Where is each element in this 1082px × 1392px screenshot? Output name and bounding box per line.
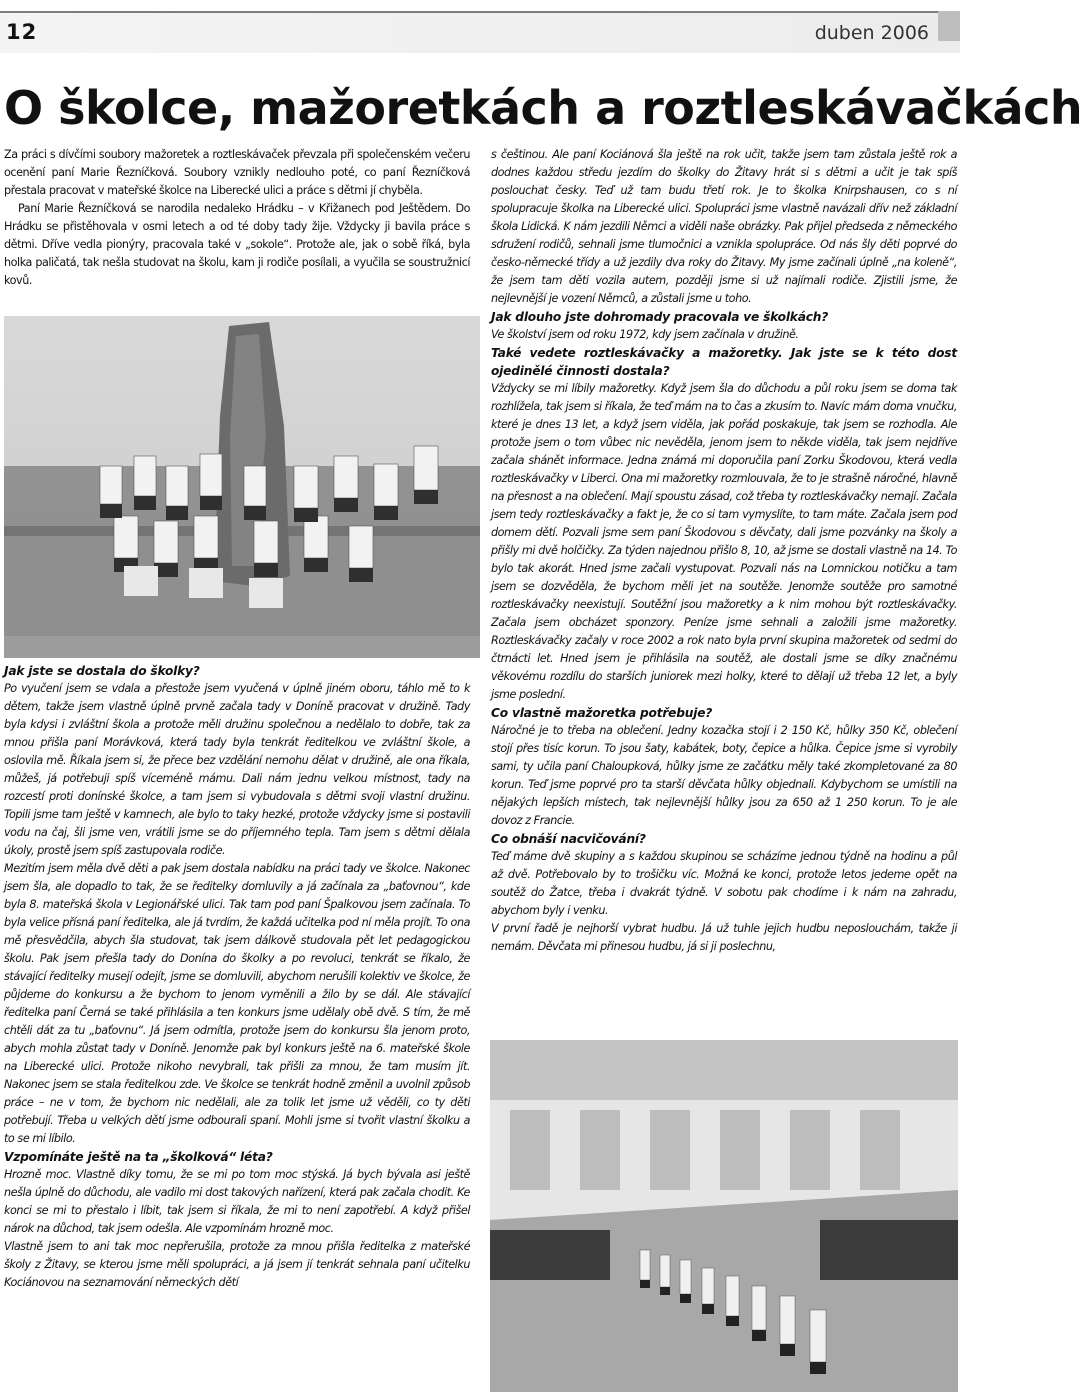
issue-date: duben 2006 — [814, 22, 929, 44]
question-4: Také vedete roztleskávačky a mažoretky. Jak jste se k této dost ojedinělé činnosti dostala? — [491, 346, 957, 378]
left-interview — [4, 662, 470, 1292]
answer-1: Po vyučení jsem se vdala a přestože jsem vyučená v úplně jiném oboru, táhlo mě to k dětem, takže jsem vlastně úplně prvně začala tady v Doníně pracovat v družině. Tady byla kdysi i zvláštní škola a protože měli družinu společnou a nedělalo to dobře, tak za mnou přišla paní Morávková, která tady byla tenkrát ředitelkou ve zvláštní škole, a oslovila mě. Říkala jsem si, že přece bez vzdělání nemohu dělat v družině, ale ona říkala, můžeš, já potřebuji spíš víceméně mámu. Dali nám jednu velkou místnost, tady na rozcestí proti donínské školce, a tam jsem si vybudovala s dětmi svoji vlastní družinu. Topili jsme tam ještě v kamnech, ale bylo to taky hezké, protože vždycky jsme si postavili vodu na čaj, šli jsme ven, vrátili jsme se do příjemného tepla. Tam jsem s dětmi dělala úkoly, prostě jsem spíš zastupovala rodiče. — [4, 682, 470, 857]
right-paragraph-1: s češtinou. Ale paní Kociánová šla ještě na rok učit, takže jsem tam zůstala ještě rok a dodnes každou středu jezdím do školky do Žitavy hrát si s dětmi a učit je tak spíš poslouchat česky. Teď už tam budu třetí rok. Je to školka Knirpshausen, co s ní spolupracuje školka na Liberecké ulici. Spolupráci jsme vlastně navázali dřív než základní škola Lidická. K nám jezdili Němci a viděli naše obrázky. Pak přijel předseda z německého sdružení rodičů, sehnali jsme tlumočnici a vznikla spolupráce. Od nás šly děti poprvé do česko-německé třídy a už jezdily dva roky do Žitavy. My jsme začínali úplně „na koleně“, že jsem tam děti vozila autem, později jsme si už najímali rodiče. Zjistili jsme, že nejlevnější je vození Němců, a zůstali jsme u toho. — [491, 148, 957, 305]
answer-6b: V první řadě je nejhorší vybrat hudbu. Já už tuhle jejich hudbu neposlouchám, takže ji nemám. Děvčata mi přinesou hudbu, já si ji poslechnu, — [491, 922, 957, 953]
answer-2b: Vlastně jsem to ani tak moc nepřerušila, protože za mnou přišla ředitelka z mateřské školy z Žitavy, se kterou jsme měli spolupráci, a já jsem jí tenkrát sehnala paní učitelku Kociánovou na seznamování německých dětí — [4, 1240, 470, 1289]
question-6: Co obnáší nacvičování? — [491, 832, 646, 846]
question-2: Vzpomínáte ještě na ta „školková“ léta? — [4, 1150, 273, 1164]
answer-6: Teď máme dvě skupiny a s každou skupinou se scházíme jednou týdně na hodinu a půl až dvě. Potřebovalo by to trošičku víc. Možná ke konci, protože letos jedeme opět na soutěž do Žatce, třeba i dvakrát týdně. V sobotu pak chodíme i k nám na zahradu, abychom byly i venku. — [491, 850, 957, 917]
question-5: Co vlastně mažoretka potřebuje? — [491, 706, 713, 720]
answer-3: Ve školství jsem od roku 1972, kdy jsem začínala v družině. — [491, 328, 799, 341]
question-3: Jak dlouho jste dohromady pracovala ve školkách? — [491, 310, 829, 324]
group-photo — [4, 316, 480, 658]
left-intro — [4, 146, 470, 290]
answer-1b: Mezitím jsem měla dvě děti a pak jsem dostala nabídku na práci tady ve školce. Nakonec jsem šla, ale dopadlo to tak, že se ředitelky domluvily a já začínala za „baťovnou“, kde byla 8. mateřská škola v Legionářské ulici. Tak tam pod paní Špalkovou jsem začínala. To byla velice přísná paní ředitelka, ale já tvrdím, že každá učitelka pod ní měla projít. To ona mě přesvědčila, abych šla studovat, tak jsem dálkově studovala pět let pedagogickou školu. Pak jsem přešla tady do Donína do školky a po revoluci, tenkrát se říkalo, že stávající ředitelky musejí odejít, jsme se domluvili, abychom nerušili kolektiv ve školce, že půjdeme do konkursu a že bychom to jenom vyměnili a žilo by se dál. Ale stávající ředitelka paní Černá se také přihlásila a ten konkurs jsme udělaly obě dvě. S tím, že mě chtěli dát za tu „baťovnu“. Já jsem odmítla, protože jsem do konkursu šla jenom proto, abych mohla zůstat tady v Doníně. Jenomže pak byl konkurs ještě na 6. mateřské škole na Liberecké ulici. Protože nikoho nevybrali, tak přišli za mnou, že tam musím jít. Nakonec jsem se stala ředitelkou zde. Ve školce se tenkrát hodně změnil a uvolnil způsob práce – ne v tom, že bychom nic nedělali, ale za tolik let jsme už věděli, co ty děti potřebují. Třeba u velkých dětí jsme odbourali spaní. Mohli jsme si tvořit vlastní školku a to se mi líbilo. — [4, 862, 470, 1145]
intro-paragraph-2: Paní Marie Řezníčková se narodila nedaleko Hrádku – v Křižanech pod Ještědem. Do Hrádku se přistěhovala v osmi letech a od té doby tady žije. Vždycky ji bavila práce s dětmi. Dříve vedla pionýry, pracovala také v „sokole“. Protože ale, jak o sobě říká, byla holka paličatá, tak nešla studovat na školu, kam ji rodiče posílali, a vyučila se soustružnicí kovů. — [4, 202, 470, 287]
group-photo-image — [4, 316, 480, 658]
answer-2: Hrozně moc. Vlastně díky tomu, že se mi po tom moc stýská. Já bych bývala asi ještě nešla úplně do důchodu, ale vadilo mi dost takových nařízení, která pak začala chodit. Ke konci se mi to přestalo i líbit, tak jsem si říkala, že mi to není zapotřebí. A když přišel nárok na důchod, tak jsem odešla. Ale vzpomínám hrozně moc. — [4, 1168, 470, 1235]
page-number: 12 — [6, 20, 38, 44]
hall-photo-image — [490, 1040, 958, 1392]
question-1: Jak jste se dostala do školky? — [4, 664, 200, 678]
hall-photo — [490, 1040, 958, 1392]
intro-paragraph-1: Za práci s dívčími soubory mažoretek a roztleskávaček převzala při společenském večeru ocenění paní Marie Řezníčková. Soubory vznikly nedlouho poté, co paní Řezníčková přestala pracovat v mateřské školce na Liberecké ulici a práce s dětmi jí chyběla. — [4, 148, 470, 197]
answer-5: Náročné je to třeba na oblečení. Jedny kozačka stojí i 2 150 Kč, hůlky 350 Kč, oblečení stojí přes tisíc korun. To jsou šaty, kabátek, boty, čepice a hůlka. Čepice jsme si vyrobily sami, ty učila paní Chaloupková, hůlky jsme ze začátku měly také zkompletované za 80 korun. Teď jsme poprvé pro ta starší děvčata hůlky objednali. Kdybychom se umístili na nějakých lepších místech, tak nejlevnější hůlky jsou za 650 až 1 250 korun. To je ale dovoz z Francie. — [491, 724, 957, 827]
answer-4: Vždycky se mi líbily mažoretky. Když jsem šla do důchodu a půl roku jsem se doma tak rozhlížela, tak jsem si říkala, že teď mám na to čas a zkusím to. Navíc mám doma vnučku, které je dnes 13 let, a když jsem viděla, jak pořád poskakuje, tak jsem se rozhodla. Ale protože jsem o tom vůbec nic nevěděla, jenom jsem to někde viděla, tak jsem nejdříve začala shánět informace. Jedna známá mi doporučila paní Zorku Škodovou, která vedla roztleskávačky v Liberci. Ona mi mažoretky rozmlouvala, že to je strašně náročné, hlavně na přesnost a na oblečení. Mají spoustu zásad, což třeba ty roztleskávačky nemají. Začala jsem tedy roztleskávačky a fakt je, že co si tam vymyslíte, to tam máte. Začala jsem pod domem dětí. Pozvali jsme sem paní Škodovou s děvčaty, dali jsme pozvánky na školy a přišly mi dvě holčičky. Za týden najednou přišlo 8, 10, až jsme se dostali vlastně na 14. To bylo tak akorát. Hned jsme začali vystupovat. Pozvali nás na Lomnickou notičku a tam jsem se dozvěděla, že bychom měli jet na soutěže. Jenomže soutěže pro samotné roztleskávačky neexistují. Soutěžní jsou mažoretky a k nim mohou být roztleskávačky. Začala jsem obcházet sponzory. Peníze jsme sehnali a založili jsme mažoretky. Roztleskávačky začaly v roce 2002 a rok nato byla první skupina mažoretek od sedmi do čtrnácti let. Hned jsem je přihlásila na soutěž, ale dostali jsme se díky značnému věkovému rozdílu do starších juniorek mezi holky, které to dělají už třeba 12 let, a byly jsme poslední. — [491, 382, 957, 701]
header-tab — [938, 11, 960, 41]
article-headline: O školce, mažoretkách a roztleskávačkách — [4, 81, 1082, 135]
right-column — [491, 146, 957, 956]
